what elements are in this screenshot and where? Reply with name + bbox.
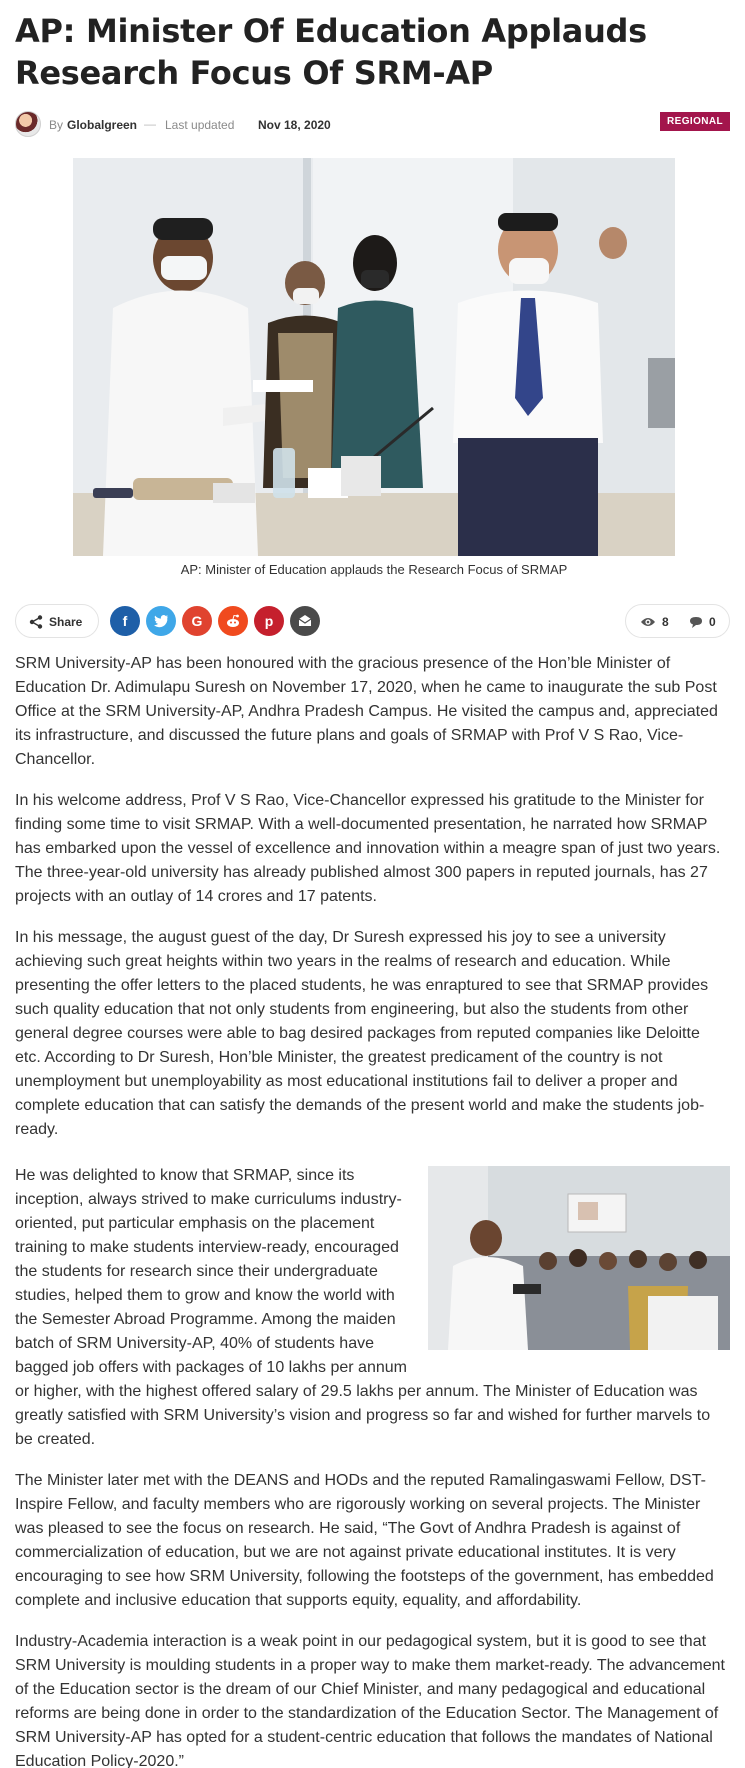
paragraph: The Minister later met with the DEANS and HODs and the reputed Ramalingaswami Fellow, DST-Inspire Fellow, and faculty members who are rigorously working on several projects. The Minister was pleased to see the focus on research. He said, “The Govt of Andhra Pradesh is against of commercialization of education, but we are not against private educational institutes. It is very encouraging to see how SRM University, following the footsteps of the government, has embedded complete and inclusive education that supports equity, equality, and affordability. xyxy=(15,1472,714,1609)
featured-photo xyxy=(73,158,675,556)
google-icon: G xyxy=(191,613,203,629)
inline-event-photo[interactable] xyxy=(428,1166,730,1350)
article-meta xyxy=(15,110,730,138)
views-count: 8 xyxy=(662,615,669,629)
comments-icon xyxy=(689,616,704,629)
meta-separator: — xyxy=(144,117,156,131)
facebook-icon: f xyxy=(122,613,128,629)
share-icon xyxy=(29,615,43,629)
category-badge[interactable]: REGIONAL xyxy=(660,112,730,131)
author-link[interactable]: Globalgreen xyxy=(67,118,138,132)
post-stats xyxy=(625,604,730,638)
share-label: Share xyxy=(49,615,83,629)
pinterest-share-button[interactable] xyxy=(254,606,284,636)
views-icon xyxy=(640,616,656,628)
twitter-icon xyxy=(153,613,169,629)
paragraph: In his welcome address, Prof V S Rao, Vice-Chancellor expressed his gratitude to the Minister for finding some time to visit SRMAP. With a well-documented presentation, he narrated how SRMAP has embarked upon the vessel of excellence and innovation within a meagre span of just two years. The three-year-old university has already published almost 300 papers in reputed journals, has 27 projects with an outlay of 14 crores and 17 patents. xyxy=(15,792,721,905)
last-updated-label: Last updated xyxy=(165,118,235,132)
paragraph: SRM University-AP has been honoured with the gracious presence of the Hon’ble Minister of Education Dr. Adimulapu Suresh on November 17, 2020, when he came to inaugurate the sub Post Office at the SRM University-AP, Andhra Pradesh Campus. He visited the campus and, appreciated its infrastructure, and discussed the future plans and goals of SRMAP with Prof V S Rao, Vice-Chancellor. xyxy=(15,655,718,768)
google-share-button[interactable] xyxy=(182,606,212,636)
image-caption: AP: Minister of Education applauds the Research Focus of SRMAP xyxy=(180,562,568,577)
email-icon xyxy=(297,613,313,629)
comments-count[interactable]: 0 xyxy=(709,615,716,629)
share-bar xyxy=(15,604,730,638)
paragraph: In his message, the august guest of the day, Dr Suresh expressed his joy to see a university achieving such great heights within two years in the realms of research and education. While presenting the offer letters to the placed students, he was enraptured to see that SRMAP provides such quality education that not only students from engineering, but also the students from other general degree courses were able to bag desired packages from reputed companies like Deloitte etc. According to Dr Suresh, Hon’ble Minister, the greatest predicament of the country is not unemployment but unemployability as most educational institutions fail to deliver a proper and complete education that can satisfy the demands of the present world and make the students job-ready. xyxy=(15,929,709,1138)
paragraph: Industry-Academia interaction is a weak point in our pedagogical system, but it is good to see that SRM University is moulding students in a proper way to make them market-ready. The advancement of the Education sector is the dream of our Chief Minister, and many pedagogical and educational reforms are being done in order to the standardization of the Education Sector. The Management of SRM University-AP has opted for a student-centric education that follows the mandates of National Education Policy-2020.” xyxy=(15,1633,725,1768)
updated-date: Nov 18, 2020 xyxy=(258,118,331,132)
featured-image[interactable] xyxy=(73,158,675,556)
pinterest-icon: p xyxy=(264,613,274,629)
twitter-share-button[interactable] xyxy=(146,606,176,636)
article-title: AP: Minister Of Education Applauds Research Focus Of SRM-AP xyxy=(15,12,647,92)
reddit-share-button[interactable] xyxy=(218,606,248,636)
reddit-icon xyxy=(225,613,241,629)
author-avatar[interactable] xyxy=(15,111,41,137)
inline-photo xyxy=(428,1166,730,1350)
email-share-button[interactable] xyxy=(290,606,320,636)
article-body xyxy=(15,652,730,1768)
facebook-share-button[interactable] xyxy=(110,606,140,636)
by-label: By xyxy=(49,118,64,132)
share-button[interactable] xyxy=(15,604,99,638)
paragraph: He was delighted to know that SRMAP, since its inception, always strived to make curriculums industry-oriented, put particular emphasis on the placement training to make students interview-ready, encouraged the students for research since their undergraduate studies, helped them to grow and know the world with the Semester Abroad Programme. Among the maiden batch of SRM University-AP, 40% of students have bagged job offers with packages of 10 lakhs per annum or higher, with the highest offered salary of 29.5 lakhs per annum. The Minister of Education was greatly satisfied with SRM University’s vision and progress so far and wished for further marvels to be created. xyxy=(15,1167,711,1448)
